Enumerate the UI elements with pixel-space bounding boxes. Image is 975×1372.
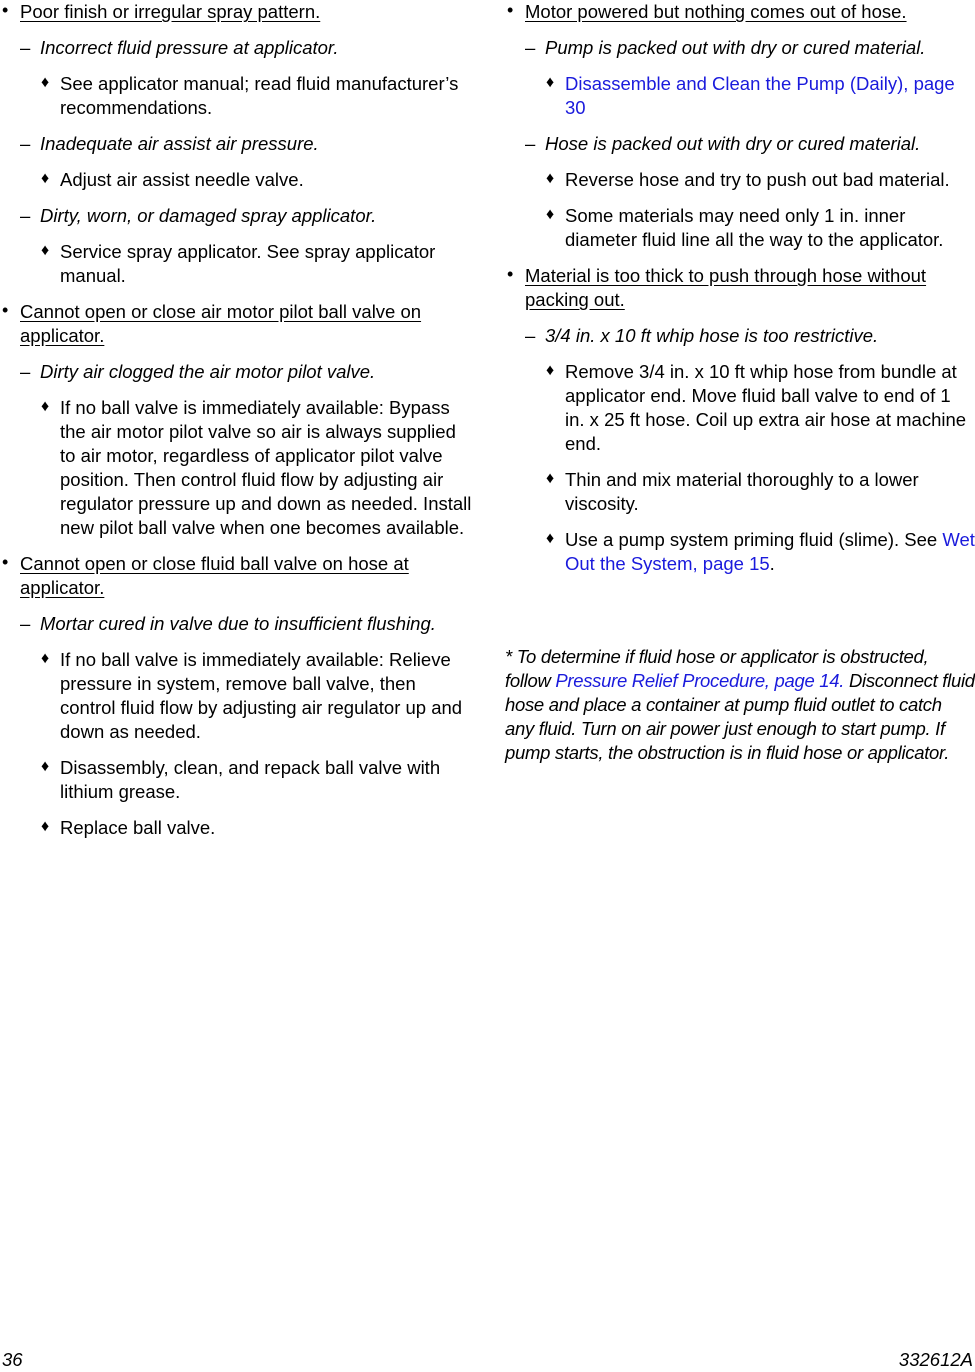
bullet-icon: •	[2, 552, 9, 572]
right-column	[505, 0, 975, 588]
solution-item	[0, 816, 472, 840]
cause-item	[0, 360, 472, 384]
solution-item	[505, 72, 975, 120]
cause-text: Mortar cured in valve due to insufficient flushing.	[40, 613, 436, 634]
diamond-icon: ♦	[546, 170, 555, 187]
problem-title: Material is too thick to push through hose without packing out.	[525, 265, 927, 310]
solution-item	[0, 240, 472, 288]
problem-title: Cannot open or close air motor pilot ball valve on applicator.	[20, 301, 422, 346]
dash-icon: –	[20, 37, 31, 58]
solution-text: If no ball valve is immediately available: Relieve pressure in system, remove ball valve, then control fluid flow by adjusting air regulator up and down as needed.	[60, 649, 463, 742]
solution-item	[505, 468, 975, 516]
solution-text-end: .	[769, 553, 775, 574]
disassemble-pump-link[interactable]: Disassemble and Clean the Pump (Daily), page 30	[565, 73, 955, 118]
solution-item	[505, 360, 975, 456]
solution-item	[0, 396, 472, 540]
solution-text: Service spray applicator. See spray applicator manual.	[60, 241, 436, 286]
solution-item	[505, 168, 975, 192]
diamond-icon: ♦	[546, 74, 555, 91]
solution-text: See applicator manual; read fluid manufacturer’s recommendations.	[60, 73, 459, 118]
solution-text: Some materials may need only 1 in. inner diameter fluid line all the way to the applicator.	[565, 205, 944, 250]
solution-item	[0, 756, 472, 804]
dash-icon: –	[525, 133, 536, 154]
diamond-icon: ♦	[41, 398, 50, 415]
cause-text: Pump is packed out with dry or cured material.	[545, 37, 926, 58]
cause-item	[0, 612, 472, 636]
diamond-icon: ♦	[41, 170, 50, 187]
dash-icon: –	[20, 361, 31, 382]
problem-item	[505, 264, 975, 312]
obstruction-note	[505, 645, 975, 765]
problem-title: Motor powered but nothing comes out of hose.	[525, 1, 907, 22]
solution-text: Use a pump system priming fluid (slime). See	[565, 529, 938, 550]
problem-title: Poor finish or irregular spray pattern.	[20, 1, 321, 22]
solution-item	[0, 168, 472, 192]
solution-text: Reverse hose and try to push out bad material.	[565, 169, 950, 190]
dash-icon: –	[525, 325, 536, 346]
bullet-icon: •	[507, 0, 514, 20]
cause-item	[505, 324, 975, 348]
dash-icon: –	[20, 205, 31, 226]
dash-icon: –	[20, 613, 31, 634]
solution-item	[0, 648, 472, 744]
diamond-icon: ♦	[546, 362, 555, 379]
page-number: 36	[2, 1349, 23, 1370]
problem-item	[505, 0, 975, 24]
wet-out-system-link[interactable]: Wet Out the System, page 15	[565, 529, 975, 574]
diamond-icon: ♦	[41, 242, 50, 259]
cause-text: Dirty air clogged the air motor pilot valve.	[40, 361, 376, 382]
left-column	[0, 0, 472, 852]
solution-text: Thin and mix material thoroughly to a lower viscosity.	[565, 469, 919, 514]
note-text-before: * To determine if fluid hose or applicator is obstructed, follow	[505, 646, 929, 691]
cause-text: Incorrect fluid pressure at applicator.	[40, 37, 339, 58]
bullet-icon: •	[2, 0, 9, 20]
diamond-icon: ♦	[41, 758, 50, 775]
solution-text: Disassembly, clean, and repack ball valve with lithium grease.	[60, 757, 441, 802]
cause-item	[0, 36, 472, 60]
problem-item	[0, 300, 472, 348]
diamond-icon: ♦	[546, 206, 555, 223]
diamond-icon: ♦	[41, 74, 50, 91]
cause-text: Dirty, worn, or damaged spray applicator.	[40, 205, 377, 226]
pressure-relief-link[interactable]: Pressure Relief Procedure, page 14.	[555, 670, 845, 691]
dash-icon: –	[525, 37, 536, 58]
problem-item	[0, 0, 472, 24]
bullet-icon: •	[507, 264, 514, 284]
diamond-icon: ♦	[41, 650, 50, 667]
dash-icon: –	[20, 133, 31, 154]
solution-item	[0, 72, 472, 120]
bullet-icon: •	[2, 300, 9, 320]
cause-item	[505, 36, 975, 60]
cause-item	[0, 132, 472, 156]
solution-text: Adjust air assist needle valve.	[60, 169, 304, 190]
cause-text: Inadequate air assist air pressure.	[40, 133, 319, 154]
cause-text: Hose is packed out with dry or cured material.	[545, 133, 921, 154]
diamond-icon: ♦	[41, 818, 50, 835]
cause-item	[505, 132, 975, 156]
note-text-after: Disconnect fluid hose and place a container at pump fluid outlet to catch any fluid. Turn on air power just enough to start pump. If pump starts, the obstruction is in fluid hose or applicator.	[505, 670, 975, 763]
diamond-icon: ♦	[546, 530, 555, 547]
solution-item	[505, 528, 975, 576]
problem-title: Cannot open or close fluid ball valve on hose at applicator.	[20, 553, 409, 598]
diamond-icon: ♦	[546, 470, 555, 487]
solution-text: If no ball valve is immediately available: Bypass the air motor pilot valve so air is always supplied to air motor, regardless of applicator pilot valve position. Then control fluid flow by adjusting air regulator pressure up and down as needed. Install new pilot ball valve when one becomes available.	[60, 397, 472, 538]
document-number: 332612A	[898, 1349, 973, 1370]
cause-text: 3/4 in. x 10 ft whip hose is too restrictive.	[545, 325, 879, 346]
cause-item	[0, 204, 472, 228]
solution-text: Replace ball valve.	[60, 817, 216, 838]
problem-item	[0, 552, 472, 600]
solution-text: Remove 3/4 in. x 10 ft whip hose from bundle at applicator end. Move fluid ball valve to end of 1 in. x 25 ft hose. Coil up extra air hose at machine end.	[565, 361, 967, 454]
solution-item	[505, 204, 975, 252]
